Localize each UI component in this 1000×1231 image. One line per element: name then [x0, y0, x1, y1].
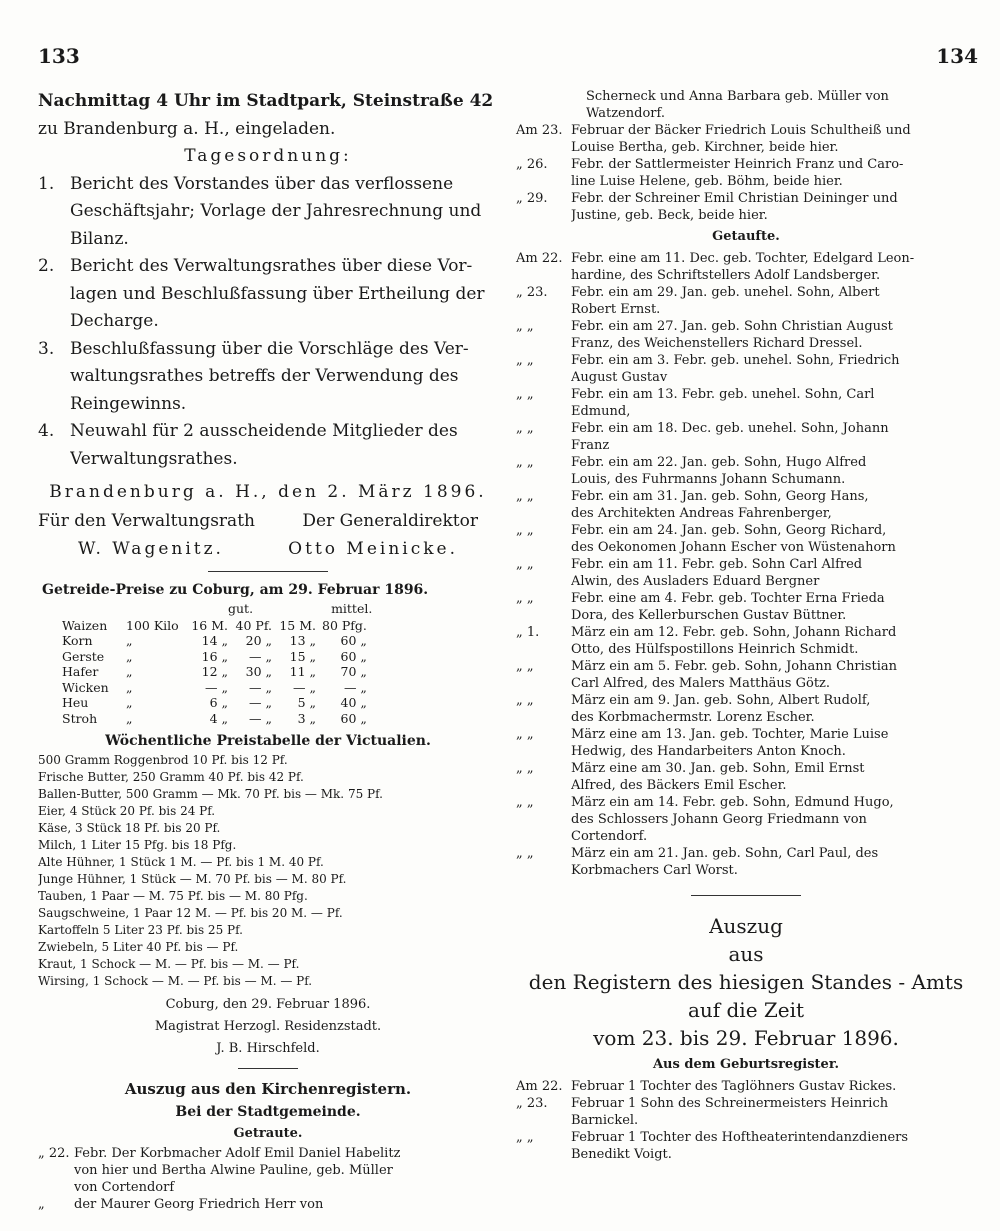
register-entry: [516, 454, 976, 488]
title-line: aus: [728, 942, 764, 966]
grain-price-table: [62, 618, 373, 727]
victual-title: Wöchentliche Preistabelle der Victualien.: [105, 733, 431, 749]
coburg-date: Coburg, den 29. Februar 1896.: [165, 997, 371, 1012]
list-item: Käse, 3 Stück 18 Pf. bis 20 Pf.: [38, 821, 221, 835]
entry-text: [571, 250, 976, 284]
text-line: Decharge.: [70, 311, 159, 331]
table-cell: — „: [249, 648, 272, 664]
table-cell: 80 Pfg.: [322, 617, 367, 633]
entry-date-mark: „ 22.: [38, 1146, 70, 1161]
text-line: Bericht des Verwaltungsrathes über diese Vor-: [70, 256, 473, 276]
divider: [238, 1068, 298, 1069]
text-line: Benedikt Voigt.: [571, 1147, 672, 1162]
entry-date-mark: „ „: [516, 523, 534, 538]
text-line: hardine, des Schriftstellers Adolf Landsberger.: [571, 268, 881, 283]
text-line: Bilanz.: [70, 228, 129, 249]
entry-date-mark: Am 22.: [516, 1079, 563, 1094]
continuation-text: [516, 88, 976, 122]
text-line: Dora, des Kellerburschen Gustav Büttner.: [571, 608, 847, 623]
table-cell: 16 M.: [191, 617, 228, 633]
marriage-list: [38, 1145, 498, 1213]
text-line: Alwin, des Ausladers Eduard Bergner: [571, 574, 820, 589]
text-line: Februar 1 Tochter des Hoftheaterintendanzdieners: [571, 1130, 909, 1145]
agenda-item-number: 3.: [38, 338, 55, 359]
text-line: Februar der Bäcker Friedrich Louis Schultheiß und: [571, 123, 911, 138]
entry-date-mark: Am 22.: [516, 251, 563, 266]
church-register-subtitle: Bei der Stadtgemeinde.: [175, 1104, 361, 1120]
agenda-item: [38, 336, 498, 419]
entry-date-mark: „ 1.: [516, 625, 540, 640]
entry-text: [571, 760, 976, 794]
table-row: [62, 711, 373, 727]
entry-date-mark: „: [38, 1197, 45, 1212]
text-line: Febr. ein am 13. Febr. geb. unehel. Sohn, Carl: [571, 387, 875, 402]
agenda-item-number: 2.: [38, 256, 55, 276]
list-item: Zwiebeln, 5 Liter 40 Pf. bis — Pf.: [38, 940, 239, 954]
table-cell: 60 „: [340, 633, 367, 648]
signature-left-name: W. Wagenitz.: [78, 538, 224, 559]
text-line: waltungsrathes betreffs der Verwendung des: [70, 366, 459, 386]
table-cell: 15 M.: [279, 617, 316, 633]
text-line: Hedwig, des Handarbeiters Anton Knoch.: [571, 744, 846, 759]
register-entry: [516, 156, 976, 190]
table-cell: „: [126, 679, 133, 695]
register-entry: [516, 624, 976, 658]
title-line: vom 23. bis 29. Februar 1896.: [593, 1026, 899, 1050]
text-line: zu Brandenburg a. H., eingeladen.: [38, 118, 336, 139]
register-entry: [516, 760, 976, 794]
register-entry: [516, 318, 976, 352]
invitation-text: [38, 88, 498, 143]
entry-date-mark: „ „: [516, 761, 534, 776]
agenda-item-number: 1.: [38, 173, 55, 194]
text-line: Febr. ein am 27. Jan. geb. Sohn Christian August: [571, 319, 893, 334]
text-line: von Cortendorf: [74, 1180, 175, 1195]
entry-text: [571, 318, 976, 352]
table-cell: 60 „: [340, 710, 367, 726]
table-cell: — „: [205, 679, 228, 695]
table-cell: „: [126, 664, 133, 679]
table-row: [62, 680, 373, 696]
entry-text: [571, 284, 976, 318]
text-line: Scherneck und Anna Barbara geb. Müller von: [586, 89, 889, 104]
text-line: Februar 1 Sohn des Schreinermeisters Heinrich: [571, 1096, 889, 1111]
signature-right-title: Der Generaldirektor: [302, 510, 478, 531]
entry-date-mark: „ 29.: [516, 191, 548, 206]
table-cell: — „: [249, 695, 272, 710]
register-entry: [516, 284, 976, 318]
register-entry: [516, 590, 976, 624]
text-line: Febr. ein am 31. Jan. geb. Sohn, Georg Hans,: [571, 489, 869, 504]
text-line: des Architekten Andreas Fahrenberger,: [571, 506, 832, 521]
register-entry: [516, 488, 976, 522]
register-entry: [38, 1196, 498, 1213]
entry-text: [571, 590, 976, 624]
list-item: Eier, 4 Stück 20 Pf. bis 24 Pf.: [38, 804, 216, 818]
table-cell: Wicken: [62, 679, 109, 695]
text-line: Louise Bertha, geb. Kirchner, beide hier.: [571, 140, 839, 155]
agenda-heading: Tagesordnung:: [184, 146, 352, 166]
text-line: Febr. ein am 29. Jan. geb. unehel. Sohn, Albert: [571, 285, 880, 300]
list-item: Saugschweine, 1 Paar 12 M. — Pf. bis 20 M. — Pf.: [38, 906, 343, 920]
entry-date-mark: „ „: [516, 387, 534, 402]
victual-list: [38, 752, 498, 990]
table-row: [62, 695, 373, 711]
list-item: 500 Gramm Roggenbrod 10 Pf. bis 12 Pf.: [38, 753, 288, 767]
text-line: Robert Ernst.: [571, 302, 661, 317]
entry-date-mark: „ „: [516, 353, 534, 368]
entry-date-mark: „ 23.: [516, 285, 548, 300]
signature-right-name: Otto Meinicke.: [288, 538, 458, 559]
table-cell: Stroh: [62, 710, 98, 726]
agenda-item: [38, 171, 498, 254]
text-line: des Korbmachermstr. Lorenz Escher.: [571, 710, 815, 725]
table-row: [62, 633, 373, 649]
register-entry: [516, 1095, 976, 1129]
table-cell: 30 „: [245, 664, 272, 679]
entry-date-mark: „ „: [516, 591, 534, 606]
entry-text: [571, 556, 976, 590]
entry-date-mark: Am 23.: [516, 123, 563, 138]
page-number-right: 134: [936, 44, 978, 68]
entry-text: [571, 522, 976, 556]
left-column: [38, 88, 498, 1213]
baptized-heading: Getaufte.: [712, 229, 780, 244]
table-cell: 5 „: [297, 695, 316, 710]
entry-text: [571, 156, 976, 190]
text-line: Alfred, des Bäckers Emil Escher.: [571, 778, 787, 793]
text-line: Febr. ein am 22. Jan. geb. Sohn, Hugo Alfred: [571, 455, 867, 470]
text-line: Beschlußfassung über die Vorschläge des Ver-: [70, 338, 469, 359]
table-cell: 15 „: [289, 648, 316, 664]
register-entry: [516, 1078, 976, 1095]
table-cell: 6 „: [209, 695, 228, 710]
agenda-item: [38, 253, 498, 336]
text-line: Reingewinns.: [70, 393, 187, 414]
table-cell: 70 „: [340, 664, 367, 679]
list-item: Kraut, 1 Schock — M. — Pf. bis — M. — Pf.: [38, 957, 300, 971]
title-line: den Registern des hiesigen Standes - Amts: [528, 970, 964, 994]
entry-text: [571, 488, 976, 522]
text-line: Neuwahl für 2 ausscheidende Mitglieder des: [70, 421, 458, 441]
place-date: Brandenburg a. H., den 2. März 1896.: [49, 482, 487, 502]
birth-list: [516, 1078, 976, 1163]
title-line: Auszug: [709, 914, 783, 938]
entry-text: [571, 454, 976, 488]
list-item: Frische Butter, 250 Gramm 40 Pf. bis 42 Pf.: [38, 770, 304, 784]
table-cell: Heu: [62, 695, 89, 710]
table-cell: 11 „: [289, 664, 316, 679]
entry-date-mark: „ „: [516, 1130, 534, 1145]
list-item: Milch, 1 Liter 15 Pfg. bis 18 Pfg.: [38, 838, 237, 852]
text-line: Febr. eine am 11. Dec. geb. Tochter, Edelgard Leon-: [571, 251, 915, 266]
entry-text: [571, 624, 976, 658]
birth-register-heading: Aus dem Geburtsregister.: [652, 1057, 840, 1072]
agenda-item-text: [70, 336, 498, 419]
table-row: [62, 618, 373, 634]
text-line: Edmund,: [571, 404, 631, 419]
entry-text: [74, 1145, 498, 1196]
title-line: auf die Zeit: [687, 998, 805, 1022]
grain-header-good: gut.: [228, 600, 254, 616]
table-row: [62, 664, 373, 680]
entry-date-mark: „ „: [516, 693, 534, 708]
agenda-item-text: [70, 418, 498, 473]
table-cell: „: [126, 633, 133, 648]
entry-text: [571, 726, 976, 760]
entry-date-mark: „ „: [516, 795, 534, 810]
list-item: Kartoffeln 5 Liter 23 Pf. bis 25 Pf.: [38, 923, 243, 937]
entry-date-mark: „ „: [516, 659, 534, 674]
entry-text: [571, 1129, 976, 1163]
marriage-list: [516, 122, 976, 224]
text-line: Febr. ein am 3. Febr. geb. unehel. Sohn, Friedrich: [571, 353, 900, 368]
text-line: Korbmachers Carl Worst.: [571, 863, 738, 878]
table-cell: 100 Kilo: [126, 617, 179, 633]
text-line: März eine am 30. Jan. geb. Sohn, Emil Ernst: [571, 761, 865, 776]
grain-headers: [38, 600, 498, 618]
register-entry: [516, 845, 976, 879]
table-cell: 40 Pf.: [235, 617, 272, 633]
text-line: des Oekonomen Johann Escher von Wüstenahorn: [571, 540, 896, 555]
text-line: Cortendorf.: [571, 829, 648, 844]
table-cell: — „: [343, 679, 367, 695]
table-cell: 40 „: [340, 695, 367, 710]
entry-date-mark: „ 23.: [516, 1096, 548, 1111]
table-cell: „: [126, 648, 133, 664]
register-entry: [516, 420, 976, 454]
table-cell: — „: [249, 710, 272, 726]
text-line: der Maurer Georg Friedrich Herr von: [74, 1197, 324, 1212]
text-line: Febr. ein am 18. Dec. geb. unehel. Sohn, Johann: [571, 421, 889, 436]
text-line: lagen und Beschlußfassung über Ertheilung der: [70, 283, 485, 304]
signature-row: [38, 507, 498, 535]
text-line: März ein am 12. Febr. geb. Sohn, Johann Richard: [571, 625, 897, 640]
text-line: Bericht des Vorstandes über das verflossene: [70, 173, 454, 194]
table-cell: „: [126, 695, 133, 710]
entry-text: [571, 386, 976, 420]
text-line: Louis, des Fuhrmanns Johann Schumann.: [571, 472, 846, 487]
register-entry: [516, 386, 976, 420]
entry-text: [74, 1196, 498, 1213]
table-cell: 60 „: [340, 648, 367, 664]
list-item: Alte Hühner, 1 Stück 1 M. — Pf. bis 1 M. 40 Pf.: [38, 855, 324, 869]
text-line: des Schlossers Johann Georg Friedmann von: [571, 812, 867, 827]
agenda-item-text: [70, 253, 498, 336]
register-entry: [516, 122, 976, 156]
text-line: Febr. der Sattlermeister Heinrich Franz und Caro-: [571, 157, 904, 172]
divider: [691, 895, 801, 896]
text-line: März ein am 14. Febr. geb. Sohn, Edmund Hugo,: [571, 795, 894, 810]
married-heading: Getraute.: [233, 1126, 303, 1141]
entry-date-mark: „ „: [516, 489, 534, 504]
text-line: Febr. ein am 11. Febr. geb. Sohn Carl Alfred: [571, 557, 863, 572]
entry-text: [571, 658, 976, 692]
table-cell: — „: [249, 679, 272, 695]
text-line: Watzendorf.: [586, 106, 665, 121]
list-item: Tauben, 1 Paar — M. 75 Pf. bis — M. 80 Pfg.: [38, 889, 308, 903]
text-line: Barnickel.: [571, 1113, 639, 1128]
entry-text: [571, 692, 976, 726]
entry-date-mark: „ 26.: [516, 157, 548, 172]
entry-date-mark: „ „: [516, 846, 534, 861]
entry-text: [571, 1078, 976, 1095]
register-entry: [516, 692, 976, 726]
register-entry: [516, 794, 976, 845]
text-line: März eine am 13. Jan. geb. Tochter, Marie Luise: [571, 727, 889, 742]
table-cell: — „: [293, 679, 316, 695]
table-cell: 13 „: [289, 633, 316, 648]
list-item: Wirsing, 1 Schock — M. — Pf. bis — M. — Pf.: [38, 974, 313, 988]
table-cell: „: [126, 710, 133, 726]
magistrat-line: Magistrat Herzogl. Residenzstadt.: [154, 1019, 382, 1034]
register-entry: [516, 250, 976, 284]
register-entry: [516, 556, 976, 590]
entry-text: [571, 122, 976, 156]
church-register-title: Auszug aus den Kirchenregistern.: [124, 1080, 412, 1098]
page-number-left: 133: [38, 44, 80, 68]
table-cell: 16 „: [201, 648, 228, 664]
register-entry: [516, 190, 976, 224]
grain-title: Getreide-Preise zu Coburg, am 29. Februar 1896.: [42, 581, 429, 598]
table-cell: Waizen: [62, 617, 108, 633]
civil-register-extract-title: [516, 912, 976, 1052]
register-entry: [516, 352, 976, 386]
signature-names-row: [38, 535, 498, 563]
text-line: März ein am 5. Febr. geb. Sohn, Johann Christian: [571, 659, 897, 674]
agenda-item: [38, 418, 498, 473]
text-line: März ein am 21. Jan. geb. Sohn, Carl Paul, des: [571, 846, 879, 861]
entry-text: [571, 352, 976, 386]
entry-text: [571, 794, 976, 845]
text-line: Otto, des Hülfspostillons Heinrich Schmidt.: [571, 642, 859, 657]
text-line: Febr. eine am 4. Febr. geb. Tochter Erna Frieda: [571, 591, 885, 606]
text-line: Franz: [571, 438, 610, 453]
agenda-item-number: 4.: [38, 421, 55, 441]
text-line: Febr. der Schreiner Emil Christian Deininger und: [571, 191, 898, 206]
register-entry: [516, 522, 976, 556]
table-cell: 14 „: [201, 633, 228, 648]
entry-text: [571, 420, 976, 454]
text-line: line Luise Helene, geb. Böhm, beide hier.: [571, 174, 843, 189]
table-cell: 4 „: [209, 710, 228, 726]
entry-date-mark: „ „: [516, 557, 534, 572]
entry-date-mark: „ „: [516, 727, 534, 742]
agenda-item-text: [70, 171, 498, 254]
text-line: Geschäftsjahr; Vorlage der Jahresrechnung und: [70, 201, 482, 221]
table-cell: 3 „: [297, 710, 316, 726]
entry-date-mark: „ „: [516, 455, 534, 470]
register-entry: [516, 1129, 976, 1163]
text-line: März ein am 9. Jan. geb. Sohn, Albert Rudolf,: [571, 693, 871, 708]
text-line: Febr. ein am 24. Jan. geb. Sohn, Georg Richard,: [571, 523, 887, 538]
text-line: von hier und Bertha Alwine Pauline, geb. Müller: [74, 1163, 393, 1178]
text-line: Febr. Der Korbmacher Adolf Emil Daniel Habelitz: [74, 1146, 401, 1161]
register-entry: [516, 726, 976, 760]
register-entry: [516, 658, 976, 692]
entry-text: [571, 190, 976, 224]
list-item: Ballen-Butter, 500 Gramm — Mk. 70 Pf. bis — Mk. 75 Pf.: [38, 787, 383, 801]
signature-left-title: Für den Verwaltungsrath: [38, 510, 255, 531]
table-cell: 20 „: [245, 633, 272, 648]
table-row: [62, 649, 373, 665]
text-line: Franz, des Weichenstellers Richard Dressel.: [571, 336, 863, 351]
text-line: Februar 1 Tochter des Taglöhners Gustav Rickes.: [571, 1079, 897, 1094]
text-line: Justine, geb. Beck, beide hier.: [571, 208, 768, 223]
text-line: August Gustav: [571, 370, 668, 385]
entry-text: [571, 1095, 976, 1129]
entry-text: [571, 845, 976, 879]
divider: [208, 571, 328, 572]
text-line: Nachmittag 4 Uhr im Stadtpark, Steinstraße 42: [38, 91, 494, 111]
table-cell: 12 „: [201, 664, 228, 679]
register-entry: [38, 1145, 498, 1196]
baptism-list: [516, 250, 976, 879]
table-cell: Korn: [62, 633, 93, 648]
text-line: Carl Alfred, des Malers Matthäus Götz.: [571, 676, 831, 691]
agenda-list: [38, 171, 498, 474]
entry-date-mark: „ „: [516, 421, 534, 436]
table-cell: Hafer: [62, 664, 99, 679]
text-line: Verwaltungsrathes.: [70, 448, 238, 469]
grain-header-medium: mittel.: [331, 600, 373, 616]
entry-date-mark: „ „: [516, 319, 534, 334]
list-item: Junge Hühner, 1 Stück — M. 70 Pf. bis — M. 80 Pf.: [38, 872, 347, 886]
magistrat-signature: J. B. Hirschfeld.: [216, 1041, 320, 1056]
table-cell: Gerste: [62, 648, 105, 664]
right-column: [516, 88, 976, 1163]
